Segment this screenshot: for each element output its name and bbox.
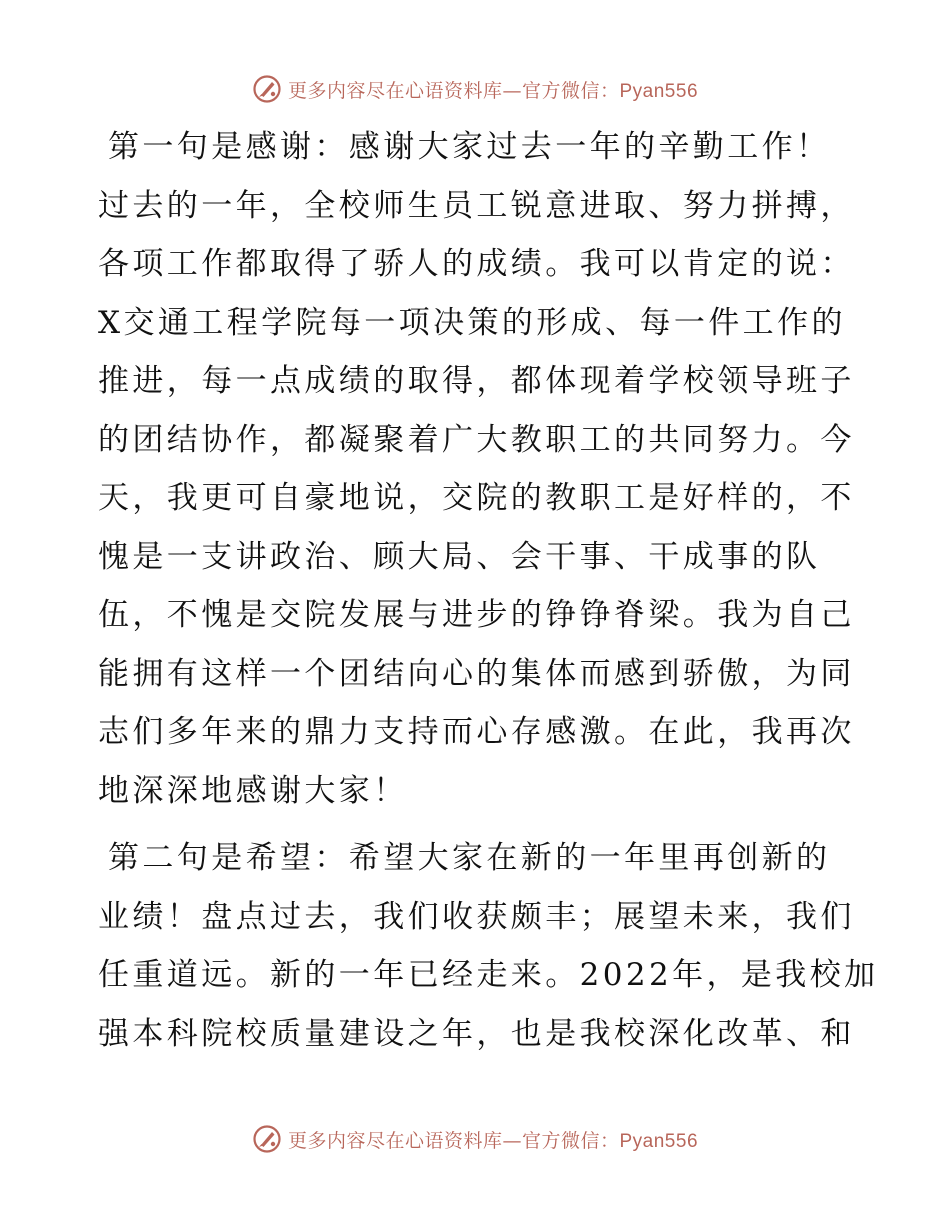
header-watermark: [0, 72, 950, 106]
text-line: 伍，不愧是交院发展与进步的铮铮脊梁。我为自己: [98, 597, 855, 633]
quill-seal-icon: [252, 1124, 282, 1154]
text-line: 强本科院校质量建设之年，也是我校深化改革、和: [98, 1015, 855, 1052]
text-line: 第二句是希望：希望大家在新的一年里再创新的: [108, 840, 831, 876]
watermark-text: 更多内容尽在心语资料库—官方微信：Pyan556: [287, 1129, 699, 1152]
paragraph-hope: [98, 829, 879, 1063]
footer-watermark: [0, 1122, 950, 1156]
text-line: 业绩！盘点过去，我们收获颇丰；展望未来，我们: [98, 898, 855, 935]
watermark-wechat-id: Pyan556: [619, 1130, 699, 1152]
text-line: 天，我更可自豪地说，交院的教职工是好样的，不: [98, 480, 855, 516]
text-line: 第一句是感谢：感谢大家过去一年的辛勤工作！: [108, 129, 831, 165]
text-line: 愧是一支讲政治、顾大局、会干事、干成事的队: [98, 538, 821, 575]
text-line: 各项工作都取得了骄人的成绩。我可以肯定的说：: [98, 246, 855, 282]
text-line: 过去的一年，全校师生员工锐意进取、努力拼搏，: [98, 187, 855, 224]
text-line: X交通工程学院每一项决策的形成、每一件工作的: [98, 304, 846, 341]
text-line: 地深深地感谢大家！: [98, 772, 408, 809]
text-line: 任重道远。新的一年已经走来。2022年，是我校加: [98, 957, 879, 993]
watermark-text: 更多内容尽在心语资料库—官方微信：Pyan556: [287, 79, 699, 102]
text-line: 能拥有这样一个团结向心的集体而感到骄傲，为同: [98, 655, 855, 692]
quill-seal-icon: [252, 74, 282, 104]
paragraph-thanks: [98, 118, 868, 820]
document-body: [98, 118, 879, 1063]
watermark-wechat-id: Pyan556: [619, 80, 699, 102]
text-line: 推进，每一点成绩的取得，都体现着学校领导班子: [98, 363, 855, 399]
text-line: 志们多年来的鼎力支持而心存感激。在此，我再次: [98, 714, 855, 750]
text-line: 的团结协作，都凝聚着广大教职工的共同努力。今: [98, 421, 855, 458]
